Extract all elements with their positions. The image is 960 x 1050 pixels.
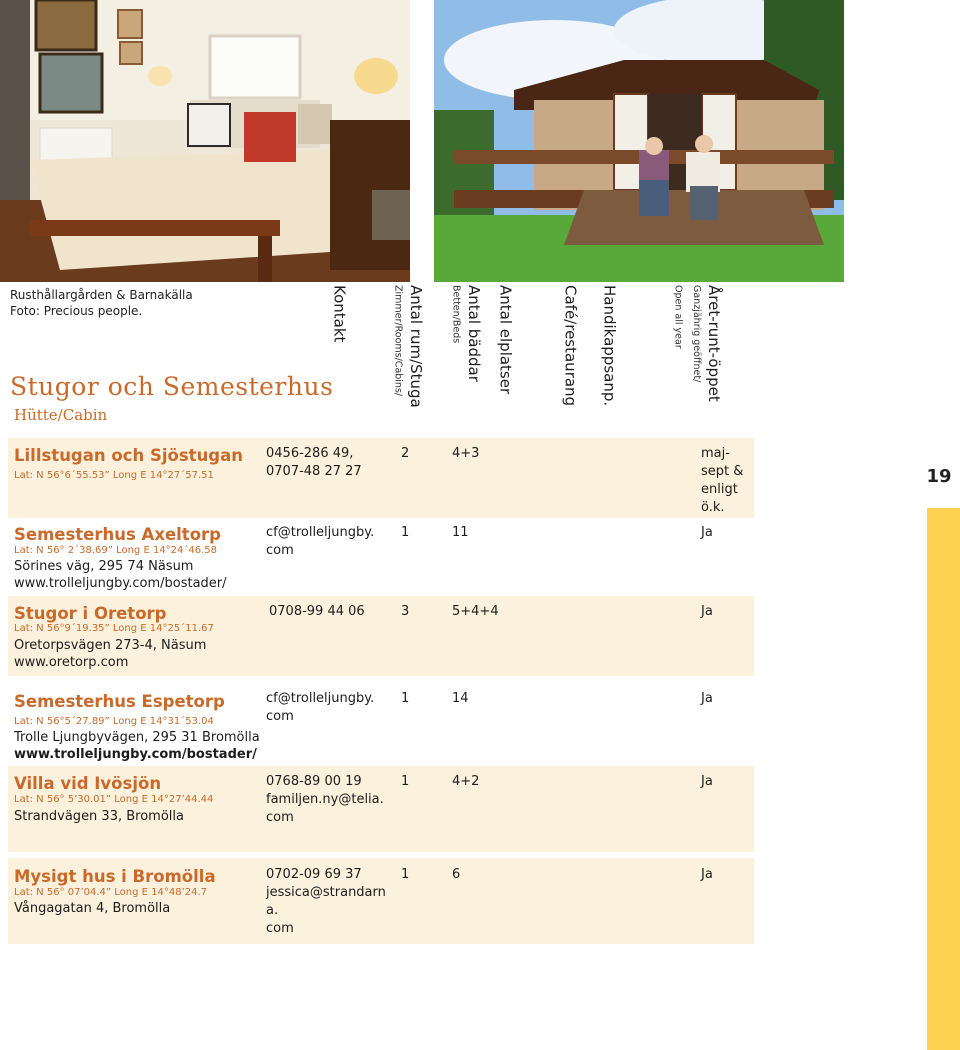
listing-contact-line: jessica@strandarna. (266, 885, 386, 918)
listing-coordinates: Lat: N 56° 2´38.69” Long E 14°24´46.58 (14, 545, 218, 556)
listing-name: Semesterhus Espetorp (14, 692, 225, 711)
bedroom-photo (0, 0, 410, 282)
listing-coordinates: Lat: N 56° 07’04.4” Long E 14°48’24.7 (14, 887, 208, 898)
listing-coordinates: Lat: N 56° 5’30.01” Long E 14°27’44.44 (14, 794, 214, 805)
listing-name: Villa vid Ivösjön (14, 774, 162, 793)
listing-contact-line: 0768-89 00 19 (266, 774, 362, 789)
listing-name: Semesterhus Axeltorp (14, 525, 221, 544)
side-color-bar (927, 508, 960, 1050)
column-header-cafe-label: Café/restaurang (561, 285, 580, 407)
listing-row (8, 438, 754, 518)
listing-address: Oretorpsvägen 273-4, Näsum (14, 638, 207, 653)
listing-contact-line: 0708-99 44 06 (269, 604, 365, 619)
column-header-beds-sub: Betten/Beds (450, 285, 462, 344)
section-subtitle: Hütte/Cabin (14, 406, 108, 424)
column-header-handikapp (600, 285, 618, 406)
listing-coordinates: Lat: N 56°6´55.53” Long E 14°27´57.51 (14, 470, 214, 481)
listing-year-line: maj- (701, 446, 730, 461)
listing-name: Mysigt hus i Bromölla (14, 867, 216, 886)
column-header-handikapp-label: Handikappsanp. (600, 285, 619, 407)
listing-row (8, 766, 754, 852)
listing-year-round: Ja (701, 525, 713, 540)
listing-website[interactable]: www.trolleljungby.com/bostader/ (14, 576, 227, 591)
listing-year-round (701, 445, 751, 517)
listing-year-round: Ja (701, 691, 713, 706)
photo-caption (10, 287, 193, 319)
column-header-year-sub2: Open all year (672, 285, 684, 349)
listing-beds: 6 (452, 867, 461, 882)
column-header-rooms-label: Antal rum/Stuga (406, 285, 425, 408)
listing-contact (266, 690, 396, 726)
listing-year-round: Ja (701, 774, 713, 789)
column-header-contact-label: Kontakt (330, 285, 349, 343)
listing-rooms: 1 (401, 867, 410, 882)
column-header-year (668, 285, 723, 402)
column-header-year-sub1: Ganzjährig geöffnet/ (690, 285, 702, 383)
listing-contact-line: 0456-286 49, (266, 446, 354, 461)
column-header-beds (446, 285, 483, 382)
column-header-rooms-sub: Zimmer/Rooms/Cabins/ (392, 285, 404, 397)
listing-contact-line: com (266, 709, 294, 724)
listing-contact-line: 0707-48 27 27 (266, 464, 362, 479)
column-header-elplatser (496, 285, 514, 394)
listing-coordinates: Lat: N 56°9´19.35” Long E 14°25´11.67 (14, 623, 214, 634)
listing-contact (269, 603, 399, 621)
listing-address: Trolle Ljungbyvägen, 295 31 Bromölla (14, 730, 260, 745)
listing-row (8, 858, 754, 944)
listing-beds: 4+2 (452, 774, 480, 789)
listing-beds: 4+3 (452, 446, 480, 461)
listing-contact-line: 0702-09 69 37 (266, 867, 362, 882)
listing-beds: 14 (452, 691, 469, 706)
column-header-elplatser-label: Antal elplatser (496, 285, 515, 395)
listing-contact (266, 866, 396, 938)
listing-rooms: 1 (401, 691, 410, 706)
listing-contact-line: com (266, 921, 294, 936)
listing-year-line: sept & (701, 464, 744, 479)
listing-rooms: 2 (401, 446, 410, 461)
listing-address: Vångagatan 4, Bromölla (14, 901, 171, 916)
listing-website[interactable]: www.oretorp.com (14, 655, 129, 670)
listing-website[interactable]: www.trolleljungby.com/bostader/ (14, 747, 257, 762)
listing-row (8, 518, 754, 596)
listing-contact-line: cf@trolleljungby. (266, 691, 375, 706)
listing-address: Sörines väg, 295 74 Näsum (14, 559, 194, 574)
listing-contact-line: com (266, 810, 294, 825)
listing-year-round: Ja (701, 604, 713, 619)
caption-line-2: Foto: Precious people. (10, 304, 143, 318)
column-header-year-label: Året-runt-öppet (705, 285, 724, 402)
listing-year-round: Ja (701, 867, 713, 882)
listing-name: Stugor i Oretorp (14, 604, 167, 623)
listing-row (8, 596, 754, 676)
column-header-beds-label: Antal bäddar (464, 285, 483, 382)
page-number: 19 (926, 466, 952, 487)
listing-beds: 5+4+4 (452, 604, 499, 619)
listing-row (8, 682, 754, 766)
listing-contact-line: cf@trolleljungby. (266, 525, 375, 540)
caption-line-1: Rusthållargården & Barnakälla (10, 288, 193, 302)
listing-year-line: ö.k. (701, 500, 725, 515)
listing-coordinates: Lat: N 56°5´27.89” Long E 14°31´53.04 (14, 716, 214, 727)
listing-beds: 11 (452, 525, 469, 540)
listing-name: Lillstugan och Sjöstugan (14, 446, 244, 465)
listing-contact (266, 445, 396, 481)
listing-contact (266, 773, 396, 827)
cabin-photo (434, 0, 844, 282)
listing-rooms: 1 (401, 525, 410, 540)
column-header-cafe (561, 285, 579, 406)
section-title: Stugor och Semesterhus (10, 372, 334, 401)
listing-contact (266, 524, 396, 560)
listing-rooms: 1 (401, 774, 410, 789)
column-header-rooms (388, 285, 425, 408)
column-header-contact (330, 285, 348, 342)
listing-rooms: 3 (401, 604, 410, 619)
listing-contact-line: familjen.ny@telia. (266, 792, 384, 807)
listing-year-line: enligt (701, 482, 738, 497)
listing-contact-line: com (266, 543, 294, 558)
listing-address: Strandvägen 33, Bromölla (14, 809, 184, 824)
